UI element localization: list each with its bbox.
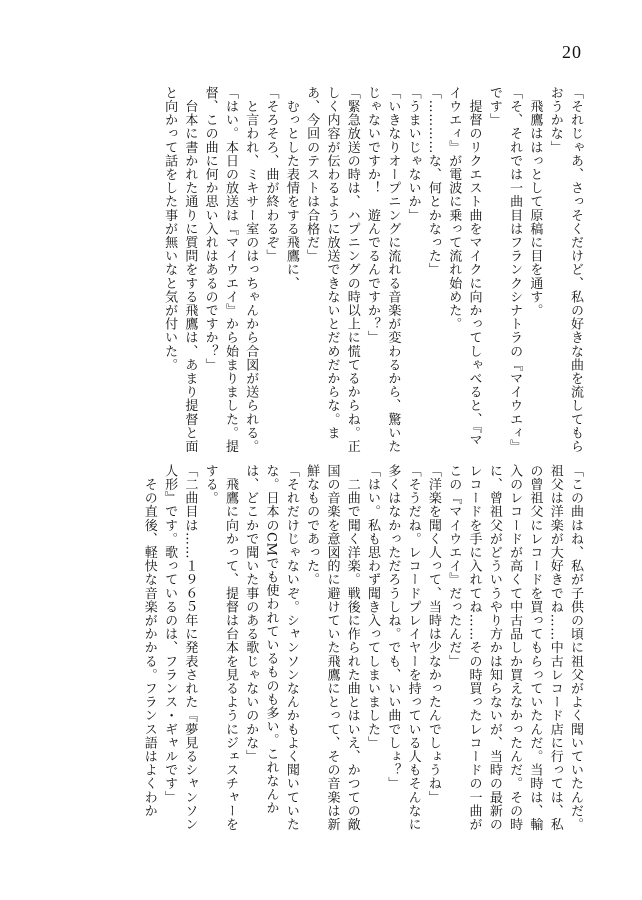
paragraph: むっとした表情をする飛鷹に、 [283, 86, 299, 290]
page-number: 20 [562, 42, 582, 62]
paragraph: 台本に書かれた通りに質問をする飛鷹は、あまり提督と面と向かって話をした事が無いなと気が付いた。 [162, 86, 198, 454]
paragraph: 二曲で聞く洋楽。戦後に作られた曲とはいえ、かつての敵国の音楽を意図的に避けていた飛鷹にとって、その音楽は新鮮なものであった。 [304, 464, 360, 832]
paragraph: 「はい。私も思わず聞き入ってしまいました」 [365, 464, 381, 750]
paragraph: 「…………な、何とかなった」 [425, 86, 441, 277]
paragraph: 「それだけじゃないぞ。シャンソンなんかもよく聞いていたな。日本のCMでも使われているものも多い。これなんかは、どこかで聞いた事のある歌じゃないのかな」 [243, 464, 299, 832]
text-block-bottom [97, 464, 585, 842]
paragraph: その直後、軽快な音楽がかかる。フランス語はよくわか [141, 464, 157, 818]
paragraph: 「この曲はね、私が子供の頃に祖父がよく聞いていたんだ。祖父は洋楽が大好きでね……中古レコード店に行っては、私の曾祖父にレコードを買ってもらっていたんだ。当時は、輸入のレコードが高くて中古品しか買えなかったんだ。その時に、曾祖父がどういうやり方かは知らないが、当時の最新のレコードを手に入れてね……その時買ったレコードの一曲がこの『マイウエイ』だったんだ」 [446, 464, 583, 832]
paragraph: 提督のリクエスト曲をマイクに向かってしゃべると、『マイウエィ』が電波に乗って流れ始めた。 [446, 86, 482, 447]
paragraph: 「うまいじゃないか」 [405, 86, 421, 222]
paragraph: 飛鷹に向かって、提督は台本を見るようにジェスチャーをする。 [202, 464, 238, 832]
paragraph: 「それじゃあ、さっそくだけど、私の好きな曲を流してもらおうかな」 [547, 86, 583, 454]
paragraph: 「いきなりオープニングに流れる音楽が変わるから、驚いたじゃないですか！ 遊んでるんですか？」 [365, 86, 401, 454]
paragraph: 「はい。本日の放送は『マイウエイ』から始まりました。提督、この曲に何か思い入れはあるのですか？」 [202, 86, 238, 454]
paragraph: 飛鷹ははっとして原稿に目を通す。 [527, 86, 543, 318]
paragraph: と言われ、ミキサー室のはっちゃんから合図が送られる。 [243, 86, 259, 454]
paragraph: 「洋楽を聞く人って、当時は少なかったんでしょうね」 [425, 464, 441, 804]
paragraph: 「そろそろ、曲が終わるぞ」 [263, 86, 279, 263]
text-block-top [97, 86, 585, 456]
paragraph: 「緊急放送の時は、ハプニングの時以上に慌てるからね。正しく内容が伝わるように放送できないとだめだからな。まあ、今回のテストは合格だ」 [304, 86, 360, 454]
paragraph: 「二曲目は……１９６５年に発表された『夢見るシャンソン人形』です。歌っているのは、フランス・ギャルです」 [162, 464, 198, 832]
paragraph: 「そ、それでは一曲目はフランクシナトラの『マイウエィ』です」 [486, 86, 523, 454]
paragraph: 「そうだね。レコードプレイヤーを持っている人もそんなに多くはなかっただろうしね。でも、いい曲でしょ？」 [385, 464, 421, 832]
